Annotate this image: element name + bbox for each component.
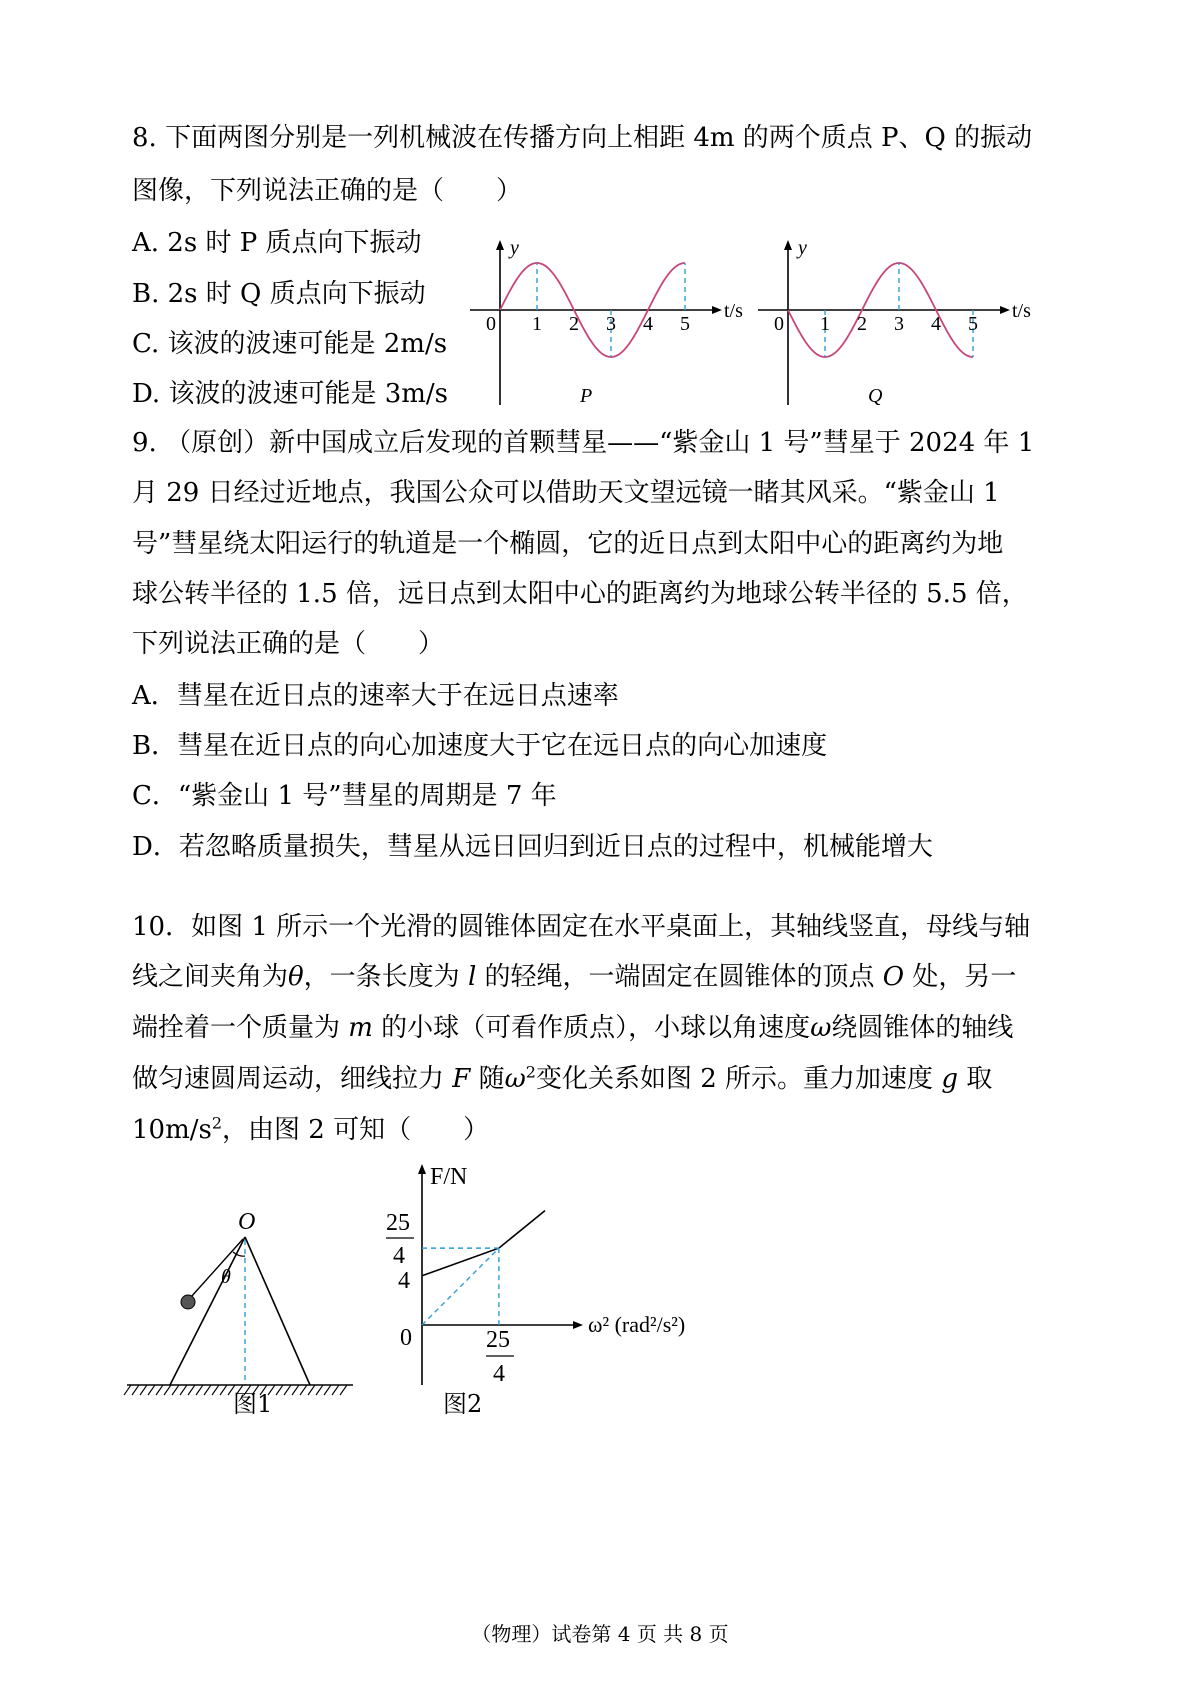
q9-option-c: C．“紫金山 1 号”彗星的周期是 7 年	[132, 781, 557, 811]
hatch-mark	[212, 1385, 219, 1395]
q9-option-b: B．彗星在近日点的向心加速度大于它在远日点的向心加速度	[132, 731, 828, 761]
q8-stem-line-1: 8. 下面两图分别是一列机械波在传播方向上相距 4m 的两个质点 P、Q 的振动	[132, 123, 1033, 153]
q10-figure-1	[125, 1195, 395, 1395]
hatch-mark	[284, 1385, 291, 1395]
p-caption: P	[580, 385, 593, 407]
q10-line-1: 10．如图 1 所示一个光滑的圆锥体固定在水平桌面上，其轴线竖直，母线与轴	[132, 912, 1031, 942]
q10-line-4: 做匀速圆周运动，细线拉力 F 随$\omega^2$变化关系如图 2 所示。重力加速度 g 取	[132, 1062, 993, 1094]
q-tick-1: 1	[820, 313, 830, 335]
hatch-mark	[316, 1385, 323, 1395]
fig2-y-frac-num: 25	[386, 1210, 410, 1236]
hatch-mark	[180, 1385, 187, 1395]
hatch-mark	[172, 1385, 179, 1395]
hatch-mark	[188, 1385, 195, 1395]
hatch-mark	[308, 1385, 315, 1395]
fig2-y-arrow	[418, 1164, 426, 1174]
fig2-tension-line	[422, 1211, 545, 1276]
q-tick-0: 0	[774, 313, 784, 335]
q9-stem-line-2: 月 29 日经过近地点，我国公众可以借助天文望远镜一睹其风采。“紫金山 1	[132, 478, 1000, 508]
cone-left-edge	[170, 1237, 245, 1385]
q8-figure-q	[758, 237, 1058, 430]
q9-stem-line-5: 下列说法正确的是（ ）	[132, 629, 445, 659]
q8-option-a: A. 2s 时 P 质点向下振动	[132, 228, 422, 258]
q8-stem-line-2: 图像，下列说法正确的是（ ）	[132, 176, 523, 206]
p-y-arrow	[496, 240, 504, 250]
q10-line-2: 线之间夹角为θ，一条长度为 l 的轻绳，一端固定在圆锥体的顶点 O 处，另一	[132, 962, 1017, 992]
hatch-mark	[124, 1385, 131, 1395]
p-tick-4: 4	[643, 313, 653, 335]
hatch-mark	[140, 1385, 147, 1395]
fig2-y-axis-label: F/N	[430, 1164, 468, 1190]
q10-line-5: $10m/s^2$，由图 2 可知（ ）	[132, 1113, 490, 1145]
fig2-x-axis-label: ω² (rad²/s²)	[588, 1312, 686, 1337]
q-y-arrow	[784, 240, 792, 250]
rope	[191, 1239, 243, 1297]
apex-label: O	[238, 1209, 256, 1235]
p-tick-3: 3	[606, 313, 616, 335]
q-tick-2: 2	[857, 313, 867, 335]
q8-option-d: D. 该波的波速可能是 3m/s	[132, 379, 449, 409]
figure-2-caption: 图2	[443, 1390, 483, 1418]
hatch-mark	[156, 1385, 163, 1395]
hatch-mark	[300, 1385, 307, 1395]
q-x-arrow	[1000, 306, 1010, 314]
q-tick-4: 4	[931, 313, 941, 335]
q-tick-3: 3	[894, 313, 904, 335]
fig2-x-arrow	[573, 1321, 583, 1329]
q10-line-3: 端拴着一个质量为 m 的小球（可看作质点），小球以角速度ω绕圆锥体的轴线	[132, 1013, 1014, 1043]
page-footer: （物理）试卷第 4 页 共 8 页	[471, 1622, 729, 1646]
fig2-y-tick-4: 4	[398, 1268, 410, 1294]
hatch-mark	[148, 1385, 155, 1395]
hatch-mark	[324, 1385, 331, 1395]
q9-stem-line-3: 号”彗星绕太阳运行的轨道是一个椭圆，它的近日点到太阳中心的距离约为地	[132, 529, 1004, 559]
q10-figure-2	[380, 1160, 760, 1400]
p-y-label: y	[510, 237, 519, 259]
q8-figure-p	[470, 237, 770, 430]
figure-1-caption: 图1	[233, 1390, 273, 1418]
hatch-mark	[220, 1385, 227, 1395]
ball	[181, 1295, 195, 1309]
hatch-mark	[196, 1385, 203, 1395]
q-x-label: t/s	[1012, 300, 1031, 322]
q9-stem-line-1: 9. （原创）新中国成立后发现的首颗彗星——“紫金山 1 号”彗星于 2024 年 1	[132, 428, 1035, 458]
p-x-label: t/s	[724, 300, 743, 322]
q-tick-5: 5	[968, 313, 978, 335]
q9-option-a: A．彗星在近日点的速率大于在远日点速率	[132, 681, 619, 711]
fig2-y-frac-den: 4	[393, 1243, 405, 1269]
q8-option-c: C. 该波的波速可能是 2m/s	[132, 329, 448, 359]
p-tick-labels	[486, 313, 690, 335]
fig2-origin: 0	[400, 1325, 412, 1351]
q9-option-d: D．若忽略质量损失，彗星从远日回归到近日点的过程中，机械能增大	[132, 832, 933, 862]
hatch-mark	[292, 1385, 299, 1395]
fig2-x-frac-den: 4	[493, 1361, 505, 1387]
hatch-mark	[332, 1385, 339, 1395]
q8-option-b: B. 2s 时 Q 质点向下振动	[132, 279, 426, 309]
hatch-mark	[204, 1385, 211, 1395]
p-tick-1: 1	[532, 313, 542, 335]
hatch-mark	[132, 1385, 139, 1395]
fig2-x-frac-num: 25	[486, 1327, 510, 1353]
p-tick-0: 0	[486, 313, 496, 335]
p-x-arrow	[712, 306, 722, 314]
hatch-mark	[340, 1385, 347, 1395]
fig2-marks	[422, 1211, 545, 1325]
theta-label: θ	[221, 1266, 231, 1288]
p-tick-2: 2	[569, 313, 579, 335]
q9-stem-line-4: 球公转半径的 1.5 倍，远日点到太阳中心的距离约为地球公转半径的 5.5 倍，	[132, 579, 1028, 609]
hatch-mark	[164, 1385, 171, 1395]
q-y-label: y	[798, 237, 807, 259]
q-caption: Q	[868, 385, 883, 407]
hatch-mark	[276, 1385, 283, 1395]
p-tick-5: 5	[680, 313, 690, 335]
fig2-reference-line	[422, 1248, 499, 1325]
cone-right-edge	[245, 1237, 310, 1385]
